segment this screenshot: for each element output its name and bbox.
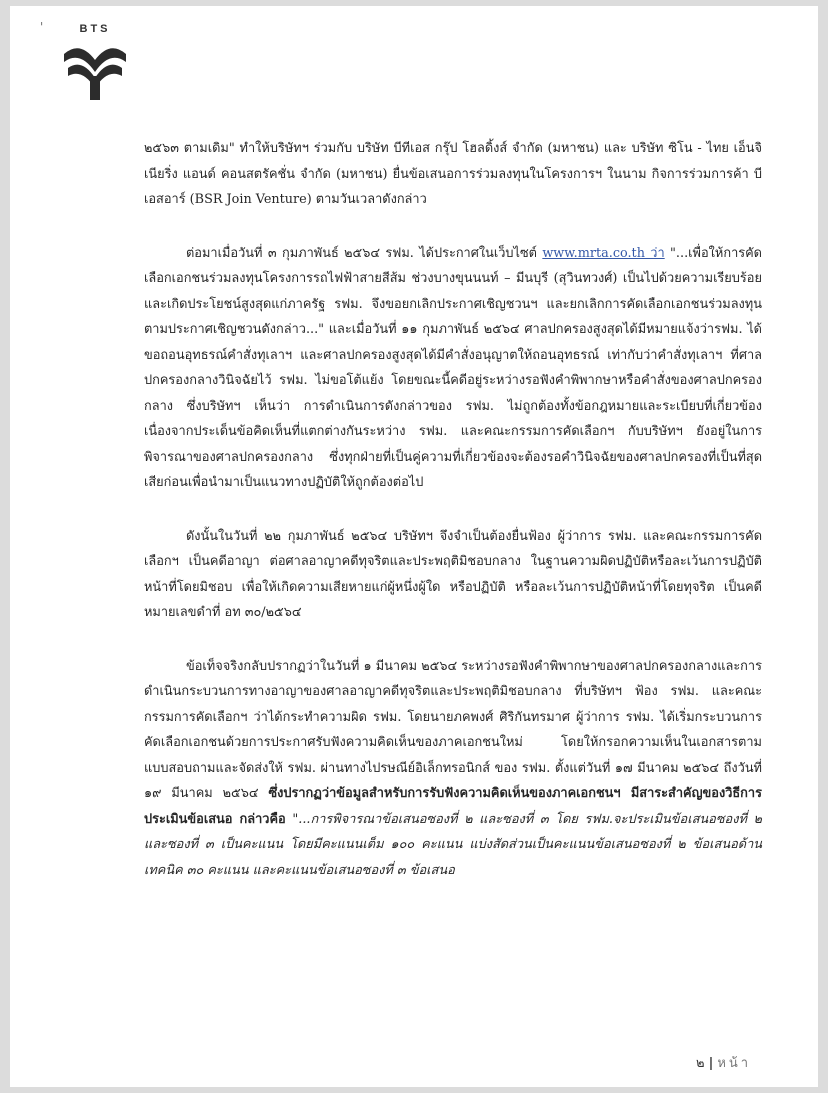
paragraph-3: ดังนั้นในวันที่ ๒๒ กุมภาพันธ์ ๒๕๖๔ บริษัทฯ จึงจำเป็นต้องยื่นฟ้อง ผู้ว่าการ รฟม. และคณะกรรมการคัดเลือกฯ เป็นคดีอาญา ต่อศาลอาญาคดีทุจริตและประพฤติมิชอบกลาง ในฐานความผิดปฏิบัติหรือละเว้นการปฏิบัติหน้าที่โดยมิชอบ เพื่อให้เกิดความเสียหายแก่ผู้หนึ่งผู้ใด หรือปฏิบัติ หรือละเว้นการปฏิบัติหน้าที่โดยทุจริต เป็นคดีหมายเลขดำที่ อท ๓๐/๒๕๖๔ [144,528,762,620]
paragraph-2 [144,241,762,496]
paragraph-4-bold: ซึ่งปรากฏว่าข้อมูลสำหรับการรับฟังความคิดเห็นของภาคเอกชนฯ มีสาระสำคัญของวิธีการประเมินข้อเสนอ กล่าวคือ [144,786,762,827]
document-body [144,136,762,911]
paragraph-2-intro: ต่อมาเมื่อวันที่ ๓ กุมภาพันธ์ ๒๕๖๔ รฟม. ได้ประกาศในเว็บไซต์ [186,245,543,261]
page-footer [696,1052,751,1073]
paragraph-4 [144,654,762,884]
paragraph-4-quote: "...การพิจารณาข้อเสนอซองที่ ๒ และซองที่ ๓ โดย รฟม.จะประเมินข้อเสนอซองที่ ๒ และซองที่ ๓ เป็นคะแนน โดยมีคะแนนเต็ม ๑๐๐ คะแนน แบ่งสัดส่วนเป็นคะแนนข้อเสนอซองที่ ๒ ข้อเสนอด้านเทคนิค ๓๐ คะแนน และคะแนนข้อเสนอซองที่ ๓ ข้อเสนอ [144,811,762,878]
paragraph-4-body: ข้อเท็จจริงกลับปรากฏว่าในวันที่ ๑ มีนาคม ๒๕๖๔ ระหว่างรอฟังคำพิพากษาของศาลปกครองกลางและการดำเนินกระบวนการทางอาญาของศาลอาญาคดีทุจริตและประพฤติมิชอบกลาง ที่บริษัทฯ ฟ้อง รฟม. และคณะกรรมการคัดเลือกฯ ว่าได้กระทำความผิด รฟม. โดยนายภคพงศ์ ศิริกันทรมาศ ผู้ว่าการ รฟม. ได้เริ่มกระบวนการคัดเลือกเอกชนด้วยการประกาศรับฟังความคิดเห็นของภาคเอกชนใหม่ โดยให้กรอกความเห็นในเอกสารตามแบบสอบถามและจัดส่งให้ รฟม. ผ่านทางไปรษณีย์อิเล็กทรอนิกส์ ของ รฟม. ตั้งแต่วันที่ ๑๗ มีนาคม ๒๕๖๔ ถึงวันที่ ๑๙ มีนาคม ๒๕๖๔ [144,658,762,801]
document-page [10,6,818,1087]
page-number: ๒ [696,1056,705,1071]
paragraph-1: ๒๕๖๓ ตามเดิม" ทำให้บริษัทฯ ร่วมกับ บริษัท บีทีเอส กรุ๊ป โฮลดิ้งส์ จำกัด (มหาชน) และ บริษัท ซิโน - ไทย เอ็นจิเนียริ่ง แอนด์ คอนสตรัคชั่น จำกัด (มหาชน) ยื่นข้อเสนอการร่วมลงทุนในโครงการฯ ในนาม กิจการร่วมการค้า บีเอสอาร์ (BSR Join Venture) ตามวันเวลาดังกล่าว [144,141,762,207]
mrta-website-link[interactable]: www.mrta.co.th ว่า [542,245,665,261]
corner-mark: ' [40,20,44,34]
paragraph-2-body: "...เพื่อให้การคัดเลือกเอกชนร่วมลงทุนโครงการรถไฟฟ้าสายสีส้ม ช่วงบางขุนนนท์ – มีนบุรี (สุวินทวงศ์) เป็นไปด้วยความเรียบร้อย และเกิดประโยชน์สูงสุดแก่ภาครัฐ รฟม. จึงขอยกเลิกประกาศเชิญชวนฯ และยกเลิกการคัดเลือกเอกชนร่วมลงทุนตามประกาศเชิญชวนดังกล่าว..." และเมื่อวันที่ ๑๑ กุมภาพันธ์ ๒๕๖๔ ศาลปกครองสูงสุดได้มีหมายแจ้งว่ารฟม. ได้ขอถอนอุทธรณ์คำสั่งทุเลาฯ และศาลปกครองสูงสุดได้มีคำสั่งอนุญาตให้ถอนอุทธรณ์ เท่ากับว่าคำสั่งทุเลาฯ ที่ศาลปกครองกลางวินิจฉัยไว้ รฟม. ไม่ขอโต้แย้ง โดยขณะนี้คดีอยู่ระหว่างรอฟังคำพิพากษาหรือคำสั่งของศาลปกครองกลาง ซึ่งบริษัทฯ เห็นว่า การดำเนินการดังกล่าวของ รฟม. ไม่ถูกต้องทั้งข้อกฎหมายและระเบียบที่เกี่ยวข้อง เนื่องจากประเด็นข้อคิดเห็นที่แตกต่างกันระหว่าง รฟม. และคณะกรรมการคัดเลือกฯ กับบริษัทฯ ยังอยู่ในการพิจารณาของศาลปกครองกลาง ซึ่งทุกฝ่ายที่เป็นคู่ความที่เกี่ยวข้องจะต้องรอคำวินิจฉัยของศาลปกครองที่เป็นที่สุดเสียก่อนเพื่อนำมาเป็นแนวทางปฏิบัติให้ถูกต้องต่อไป [144,245,762,490]
footer-separator: | [708,1056,714,1071]
logo-wordmark: BTS [79,23,111,35]
page-word: หน้า [717,1056,752,1071]
bts-logo [60,20,130,102]
